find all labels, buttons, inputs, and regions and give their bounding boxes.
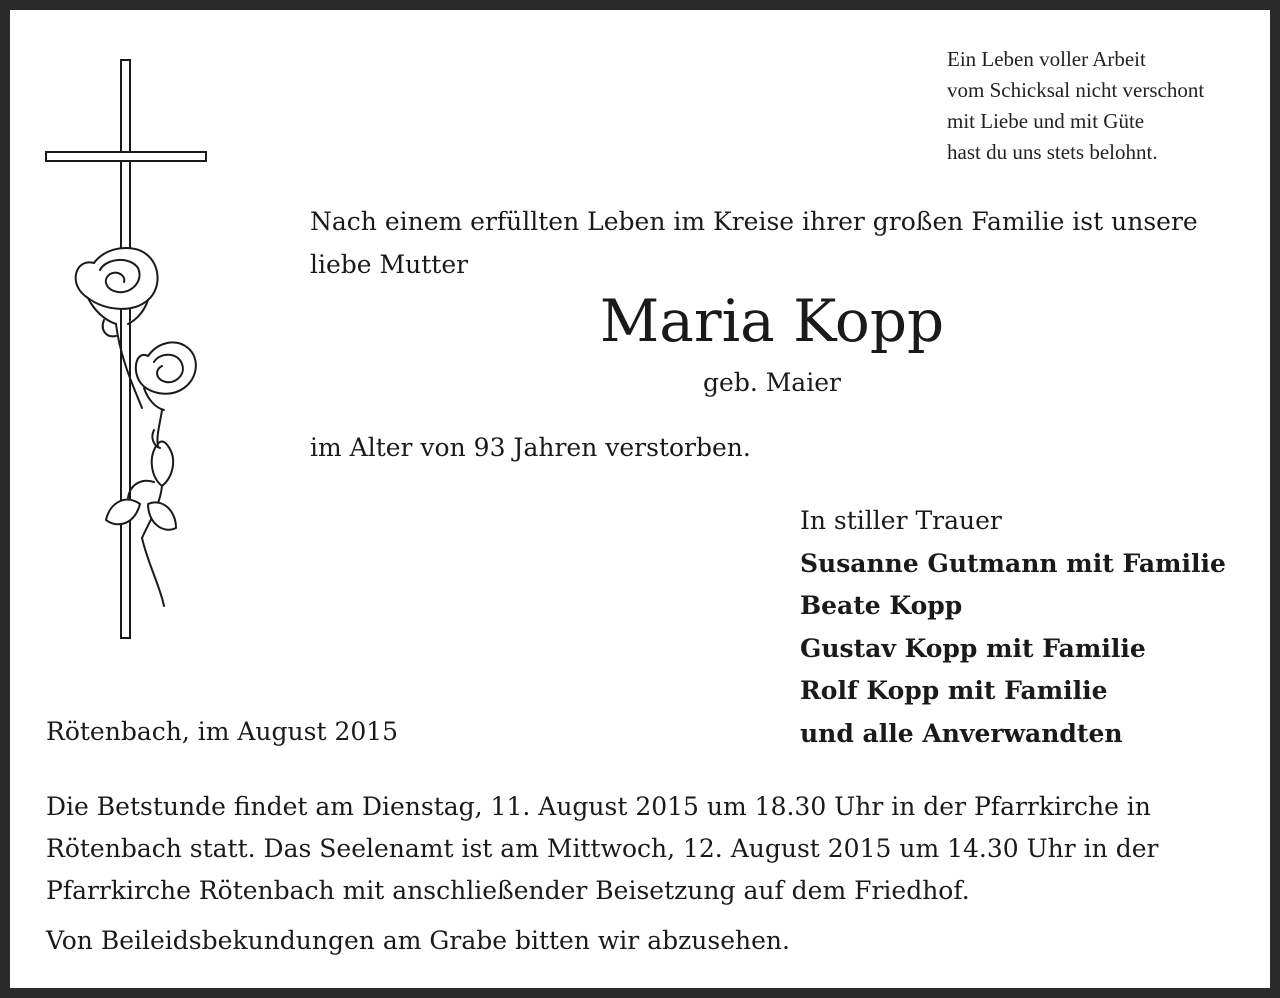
deceased-name: Maria Kopp bbox=[599, 287, 945, 355]
verse-line: vom Schicksal nicht verschont bbox=[947, 78, 1205, 102]
cross-with-roses-icon bbox=[44, 58, 214, 642]
verse-line: Ein Leben voller Arbeit bbox=[947, 47, 1146, 71]
mourner-name: Rolf Kopp mit Familie bbox=[800, 676, 1108, 705]
intro-line: liebe Mutter bbox=[310, 250, 469, 279]
service-line: Rötenbach statt. Das Seelenamt ist am Mittwoch, 12. August 2015 um 14.30 Uhr in der bbox=[46, 834, 1159, 863]
age-statement: im Alter von 93 Jahren verstorben. bbox=[310, 433, 751, 462]
place-date: Rötenbach, im August 2015 bbox=[46, 717, 399, 746]
obituary-notice bbox=[10, 10, 1270, 988]
condolence-request: Von Beileidsbekundungen am Grabe bitten wir abzusehen. bbox=[46, 926, 790, 955]
mourner-name: Susanne Gutmann mit Familie bbox=[800, 548, 1226, 578]
service-details bbox=[46, 786, 1246, 912]
service-line: Die Betstunde findet am Dienstag, 11. August 2015 um 18.30 Uhr in der Pfarrkirche in bbox=[46, 792, 1151, 821]
maiden-name: geb. Maier bbox=[703, 368, 841, 397]
memorial-verse bbox=[947, 44, 1204, 168]
mourner-name: und alle Anverwandten bbox=[800, 718, 1123, 748]
mourners-heading: In stiller Trauer bbox=[800, 506, 1002, 535]
mourners-list bbox=[800, 500, 1226, 755]
verse-line: mit Liebe und mit Güte bbox=[947, 109, 1145, 133]
mourner-name: Gustav Kopp mit Familie bbox=[800, 633, 1146, 663]
intro-line: Nach einem erfüllten Leben im Kreise ihrer großen Familie ist unsere bbox=[310, 207, 1198, 236]
intro-text bbox=[310, 200, 1250, 286]
mourner-name: Beate Kopp bbox=[800, 591, 963, 620]
verse-line: hast du uns stets belohnt. bbox=[947, 140, 1158, 164]
service-line: Pfarrkirche Rötenbach mit anschließender Beisetzung auf dem Friedhof. bbox=[46, 876, 970, 905]
